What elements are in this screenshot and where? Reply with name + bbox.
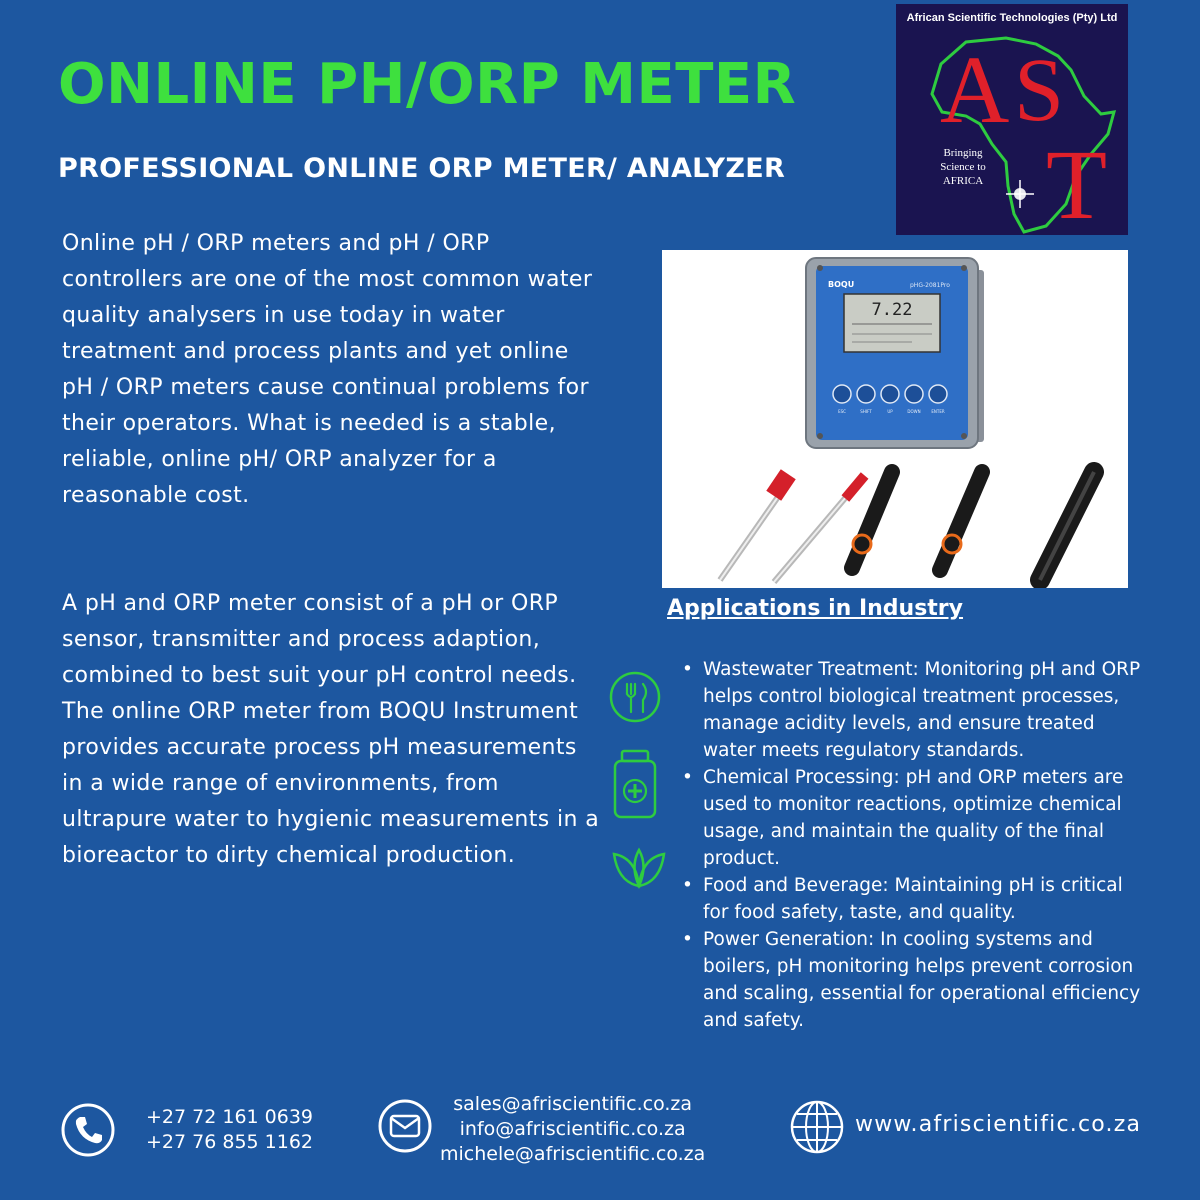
product-image	[662, 250, 1128, 588]
list-item: • Wastewater Treatment: Monitoring pH and ORP helps control biological treatment processes, manage acidity levels, and ensure treated water meets regulatory standards.	[682, 656, 1152, 764]
description-paragraph: A pH and ORP meter consist of a pH or ORP sensor, transmitter and process adaption, combined to best suit your pH control needs. The online ORP meter from BOQU Instrument provides accurate process pH measurements in a wide range of environments, from ultrapure water to hygienic measurements in a bioreactor to dirty chemical production.	[62, 591, 600, 868]
logo-initial-t: T	[1046, 129, 1108, 235]
logo-tagline: Bringing Science to AFRICA	[940, 147, 986, 187]
list-item: • Power Generation: In cooling systems and boilers, pH monitoring helps prevent corrosion and scaling, essential for operational efficiency and safety.	[682, 926, 1152, 1034]
logo-company-name: African Scientific Technologies (Pty) Ltd	[906, 12, 1118, 24]
page-title: ONLINE PH/ORP METER	[58, 52, 797, 117]
logo-initial-s: S	[1014, 41, 1065, 140]
leaves-icon	[610, 846, 668, 890]
email-link[interactable]: info@afriscientific.co.za	[459, 1118, 686, 1140]
phone-number[interactable]: +27 72 161 0639	[146, 1106, 314, 1128]
company-logo	[896, 4, 1128, 235]
controller-model: pHG-2081Pro	[910, 282, 950, 289]
email-icon	[377, 1098, 433, 1154]
svg-text:DOWN: DOWN	[907, 409, 921, 414]
controller-brand: BOQU	[828, 280, 855, 289]
email-addresses	[440, 1092, 705, 1167]
svg-text:ENTER: ENTER	[931, 409, 945, 414]
intro-paragraph: Online pH / ORP meters and pH / ORP controllers are one of the most common water quality analysers in use today in water treatment and process plants and yet online pH / ORP meters cause continual problems for their operators. What is needed is a stable, reliable, online pH/ ORP analyzer for a reasonable cost.	[62, 231, 593, 508]
svg-text:UP: UP	[887, 409, 893, 414]
utensils-icon	[608, 670, 662, 724]
applications-heading: Applications in Industry	[667, 596, 964, 621]
page-subtitle: PROFESSIONAL ONLINE ORP METER/ ANALYZER	[58, 153, 786, 184]
phone-numbers	[146, 1105, 313, 1155]
industrial-probe-2	[940, 472, 982, 570]
phone-number[interactable]: +27 76 855 1162	[146, 1131, 314, 1153]
svg-text:ESC: ESC	[838, 409, 846, 414]
glass-probe-1	[720, 469, 796, 580]
svg-text:SHIFT: SHIFT	[860, 409, 872, 414]
lcd-reading: 7.22	[871, 300, 913, 320]
website-link[interactable]: www.afriscientific.co.za	[855, 1112, 1142, 1137]
list-item: • Chemical Processing: pH and ORP meters are used to monitor reactions, optimize chemical usage, and maintain the quality of the final product.	[682, 764, 1152, 872]
industrial-probe-3	[1040, 472, 1094, 580]
phone-icon	[60, 1102, 116, 1158]
globe-icon	[788, 1098, 846, 1156]
logo-initial-a: A	[940, 36, 1010, 143]
list-item: • Food and Beverage: Maintaining pH is critical for food safety, taste, and quality.	[682, 872, 1152, 926]
applications-list	[682, 656, 1152, 1034]
email-link[interactable]: michele@afriscientific.co.za	[440, 1143, 706, 1165]
email-link[interactable]: sales@afriscientific.co.za	[453, 1093, 693, 1115]
medicine-bottle-icon	[611, 748, 659, 822]
africa-outline-graphic	[896, 4, 1128, 235]
